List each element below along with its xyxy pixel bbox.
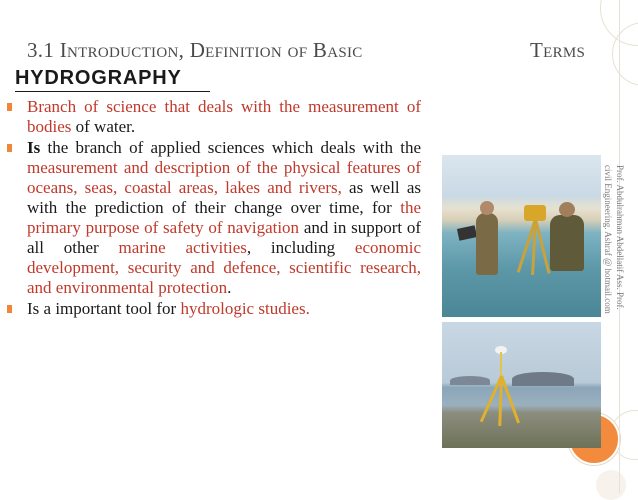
clipboard-shape xyxy=(457,225,477,240)
bullet-text xyxy=(27,299,421,319)
bullet-segment-highlight: hydrologic studies. xyxy=(180,299,310,318)
bullet-segment: . xyxy=(227,278,232,297)
bullet-item xyxy=(0,138,430,298)
slide-title-terms: Terms xyxy=(530,38,586,62)
bullet-segment: of water. xyxy=(71,117,136,136)
bullet-item xyxy=(0,97,430,137)
bullet-text xyxy=(27,97,421,137)
bullet-segment: Is a important tool for xyxy=(27,299,181,318)
bullet-marker xyxy=(7,144,12,152)
bullet-segment-highlight: economic development, security and defence, scientific research, and environmental protection xyxy=(27,238,421,297)
bullet-text xyxy=(27,138,421,298)
bullet-segment-highlight: measurement and description of the physical features of oceans, seas, coastal areas, lakes and rivers, xyxy=(27,158,421,197)
bullet-segment: the branch of applied sciences which deals with the xyxy=(40,138,421,157)
author-credit: Prof. Abdulrahman Abdellatif Ass. Prof. civil Engineering. Ashraf @ hotmail.com xyxy=(603,165,625,314)
bullet-segment: , including xyxy=(246,238,355,257)
bullet-marker xyxy=(7,305,12,313)
bullet-segment: as well as with the prediction of their change over time, for xyxy=(27,178,421,217)
head-shape xyxy=(480,201,494,215)
surveyors-in-water-photo xyxy=(442,155,601,317)
tripod-leg xyxy=(498,376,503,426)
head-shape xyxy=(559,202,575,217)
surveyor-figure xyxy=(476,213,498,275)
section-heading: HYDROGRAPHY xyxy=(15,67,210,92)
bullet-segment-highlight: Branch of science that deals with the measurement of bodies xyxy=(27,97,421,136)
antenna-pole xyxy=(500,352,502,376)
bullet-segment-highlight: marine activities xyxy=(118,238,247,257)
slide-title-main: 3.1 Introduction, Definition of Basic xyxy=(27,38,363,62)
distant-island xyxy=(512,372,574,386)
bullet-segment-highlight: the primary purpose of safety of navigation xyxy=(27,198,421,237)
decorative-circle xyxy=(596,470,626,500)
bullet-segment-bold: Is xyxy=(27,138,41,157)
bullet-list xyxy=(0,97,430,320)
survey-instrument xyxy=(524,205,546,221)
distant-island xyxy=(450,376,490,385)
bullet-item xyxy=(0,299,430,319)
bullet-marker xyxy=(7,103,12,111)
tripod-on-shore-photo xyxy=(442,322,601,448)
surveyor-figure xyxy=(550,215,584,271)
bullet-segment: and in support of all other xyxy=(27,218,421,257)
